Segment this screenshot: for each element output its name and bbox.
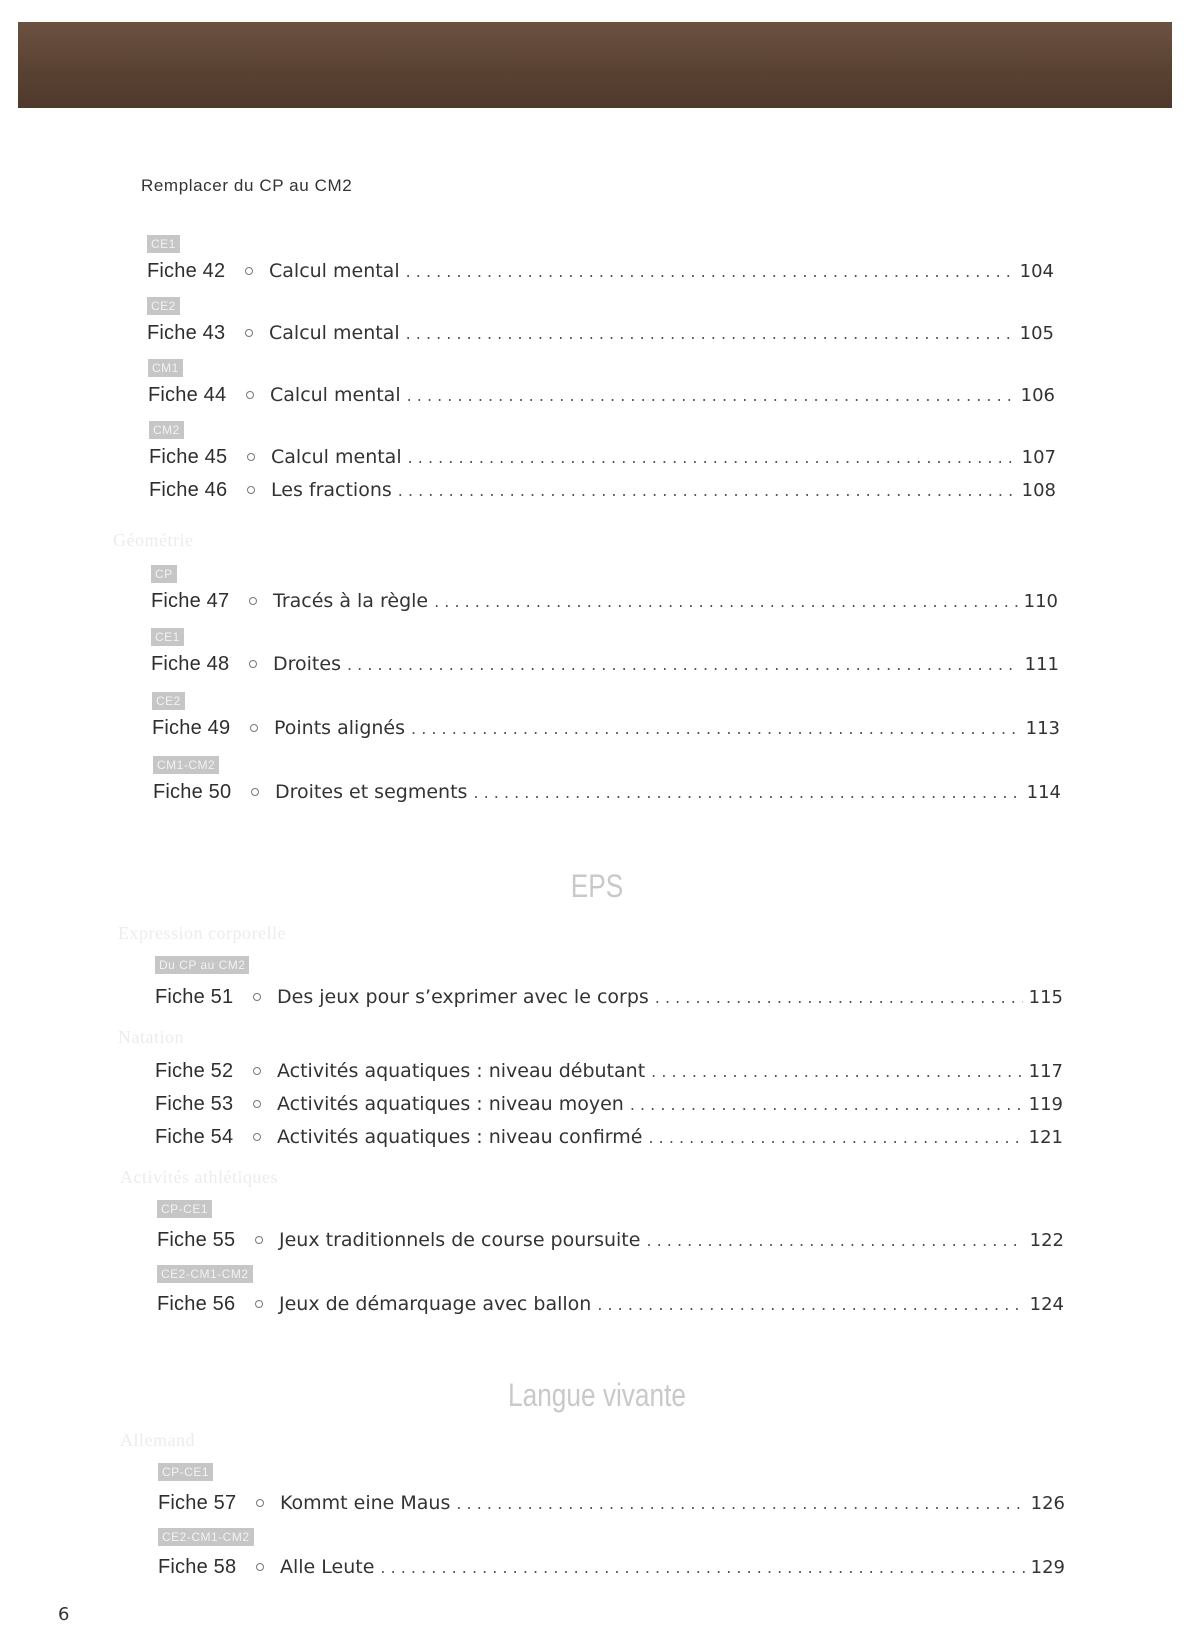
fiche-number: Fiche 57 [158,1492,237,1514]
dot-leader [411,716,1020,742]
bullet-icon [253,1133,261,1141]
fiche-number: Fiche 49 [152,717,231,739]
toc-entry-57[interactable] [158,1490,1065,1516]
level-tag: CP [151,565,177,583]
entry-page: 108 [1021,480,1056,501]
entry-title: Kommt eine Maus [280,1492,451,1514]
entry-title: Jeux de démarquage avec ballon [279,1293,592,1315]
bullet-icon [246,391,254,399]
bullet-icon [250,724,258,732]
toc-entry-55[interactable] [157,1227,1064,1253]
toc-entry-48[interactable] [151,651,1059,677]
fiche-number: Fiche 56 [157,1293,236,1315]
entry-title: Calcul mental [269,322,400,344]
fiche-number: Fiche 44 [148,384,227,406]
entry-page: 117 [1028,1061,1063,1082]
toc-entry-58[interactable] [158,1554,1065,1580]
subsection-expression: Expression corporelle [118,923,286,943]
bullet-icon [251,788,259,796]
entry-title: Calcul mental [271,446,402,468]
entry-page: 107 [1021,447,1056,468]
bullet-icon [247,486,255,494]
level-tag: CM2 [149,421,184,439]
level-tag: CE2-CM1-CM2 [157,1265,253,1283]
toc-entry-52[interactable] [155,1058,1063,1084]
dot-leader [406,321,1014,347]
bullet-icon [249,660,257,668]
bullet-icon [256,1563,264,1571]
entry-page: 124 [1029,1294,1064,1315]
entry-page: 126 [1030,1493,1065,1514]
level-tag: CE1 [147,235,180,253]
subsection-natation: Natation [118,1027,184,1047]
toc-entry-42[interactable] [147,258,1054,284]
subsection-geometrie: Géométrie [113,530,194,550]
fiche-number: Fiche 47 [151,590,230,612]
page-number: 6 [58,1604,70,1625]
toc-entry-51[interactable] [155,984,1063,1010]
fiche-number: Fiche 55 [157,1229,236,1251]
entry-title: Calcul mental [269,260,400,282]
dot-leader [408,445,1016,471]
dot-leader [456,1491,1024,1517]
dot-leader [407,383,1015,409]
dot-leader [597,1292,1023,1318]
dot-leader [347,652,1019,678]
dot-leader [646,1228,1023,1254]
toc-entry-56[interactable] [157,1291,1064,1317]
entry-title: Activités aquatiques : niveau confirmé [277,1126,643,1148]
level-tag: CE2-CM1-CM2 [158,1528,254,1546]
fiche-number: Fiche 58 [158,1556,237,1578]
toc-entry-45[interactable] [149,444,1056,470]
section-title-langue: Langue vivante [508,1377,686,1413]
section-title-eps: EPS [570,868,624,904]
entry-title: Alle Leute [280,1556,375,1578]
bullet-icon [253,1100,261,1108]
toc-entry-47[interactable] [151,588,1058,614]
toc-entry-54[interactable] [155,1124,1063,1150]
entry-page: 110 [1023,591,1058,612]
fiche-number: Fiche 52 [155,1060,234,1082]
dot-leader [398,478,1016,504]
bullet-icon [249,597,257,605]
entry-title: Tracés à la règle [273,590,429,612]
toc-entry-53[interactable] [155,1091,1063,1117]
entry-page: 111 [1024,654,1059,675]
entry-page: 129 [1030,1557,1065,1578]
bullet-icon [247,453,255,461]
running-title: Remplacer du CP au CM2 [141,176,353,195]
level-tag: CE2 [152,692,185,710]
entry-page: 121 [1028,1127,1063,1148]
bullet-icon [245,267,253,275]
entry-title: Des jeux pour s’exprimer avec le corps [277,986,649,1008]
entry-page: 104 [1019,261,1054,282]
entry-title: Points alignés [274,717,406,739]
bullet-icon [255,1236,263,1244]
fiche-number: Fiche 43 [147,322,226,344]
bullet-icon [245,329,253,337]
level-tag: CP-CE1 [158,1463,213,1481]
entry-title: Les fractions [271,479,392,501]
level-tag: CP-CE1 [157,1200,212,1218]
level-tag: Du CP au CM2 [155,956,249,974]
entry-page: 105 [1019,323,1054,344]
dot-leader [406,259,1014,285]
dot-leader [630,1092,1023,1118]
entry-title: Jeux traditionnels de course poursuite [279,1229,641,1251]
toc-entry-44[interactable] [148,382,1055,408]
toc-entry-43[interactable] [147,320,1054,346]
level-tag: CM1-CM2 [153,756,219,774]
fiche-number: Fiche 50 [153,781,232,803]
fiche-number: Fiche 51 [155,986,234,1008]
entry-title: Activités aquatiques : niveau moyen [277,1093,624,1115]
entry-title: Activités aquatiques : niveau débutant [277,1060,646,1082]
toc-entry-46[interactable] [149,477,1056,503]
level-tag: CE1 [151,628,184,646]
fiche-number: Fiche 46 [149,479,228,501]
fiche-number: Fiche 42 [147,260,226,282]
header-band [18,22,1172,108]
entry-page: 122 [1029,1230,1064,1251]
entry-page: 115 [1028,987,1063,1008]
entry-page: 106 [1020,385,1055,406]
fiche-number: Fiche 54 [155,1126,234,1148]
dot-leader [380,1555,1024,1581]
entry-page: 119 [1028,1094,1063,1115]
bullet-icon [253,1067,261,1075]
entry-page: 114 [1026,782,1061,803]
dot-leader [648,1125,1022,1151]
dot-leader [655,985,1023,1011]
subsection-allemand: Allemand [120,1430,195,1450]
toc-entry-50[interactable] [153,779,1061,805]
bullet-icon [256,1499,264,1507]
bullet-icon [253,993,261,1001]
level-tag: CE2 [147,297,180,315]
dot-leader [434,589,1018,615]
dot-leader [473,780,1020,806]
level-tag: CM1 [148,359,183,377]
toc-entry-49[interactable] [152,715,1060,741]
dot-leader [651,1059,1022,1085]
entry-title: Calcul mental [270,384,401,406]
fiche-number: Fiche 53 [155,1093,234,1115]
entry-page: 113 [1025,718,1060,739]
fiche-number: Fiche 48 [151,653,230,675]
entry-title: Droites [273,653,341,675]
bullet-icon [255,1300,263,1308]
entry-title: Droites et segments [275,781,468,803]
fiche-number: Fiche 45 [149,446,228,468]
subsection-athletisme: Activités athlétiques [120,1167,278,1187]
